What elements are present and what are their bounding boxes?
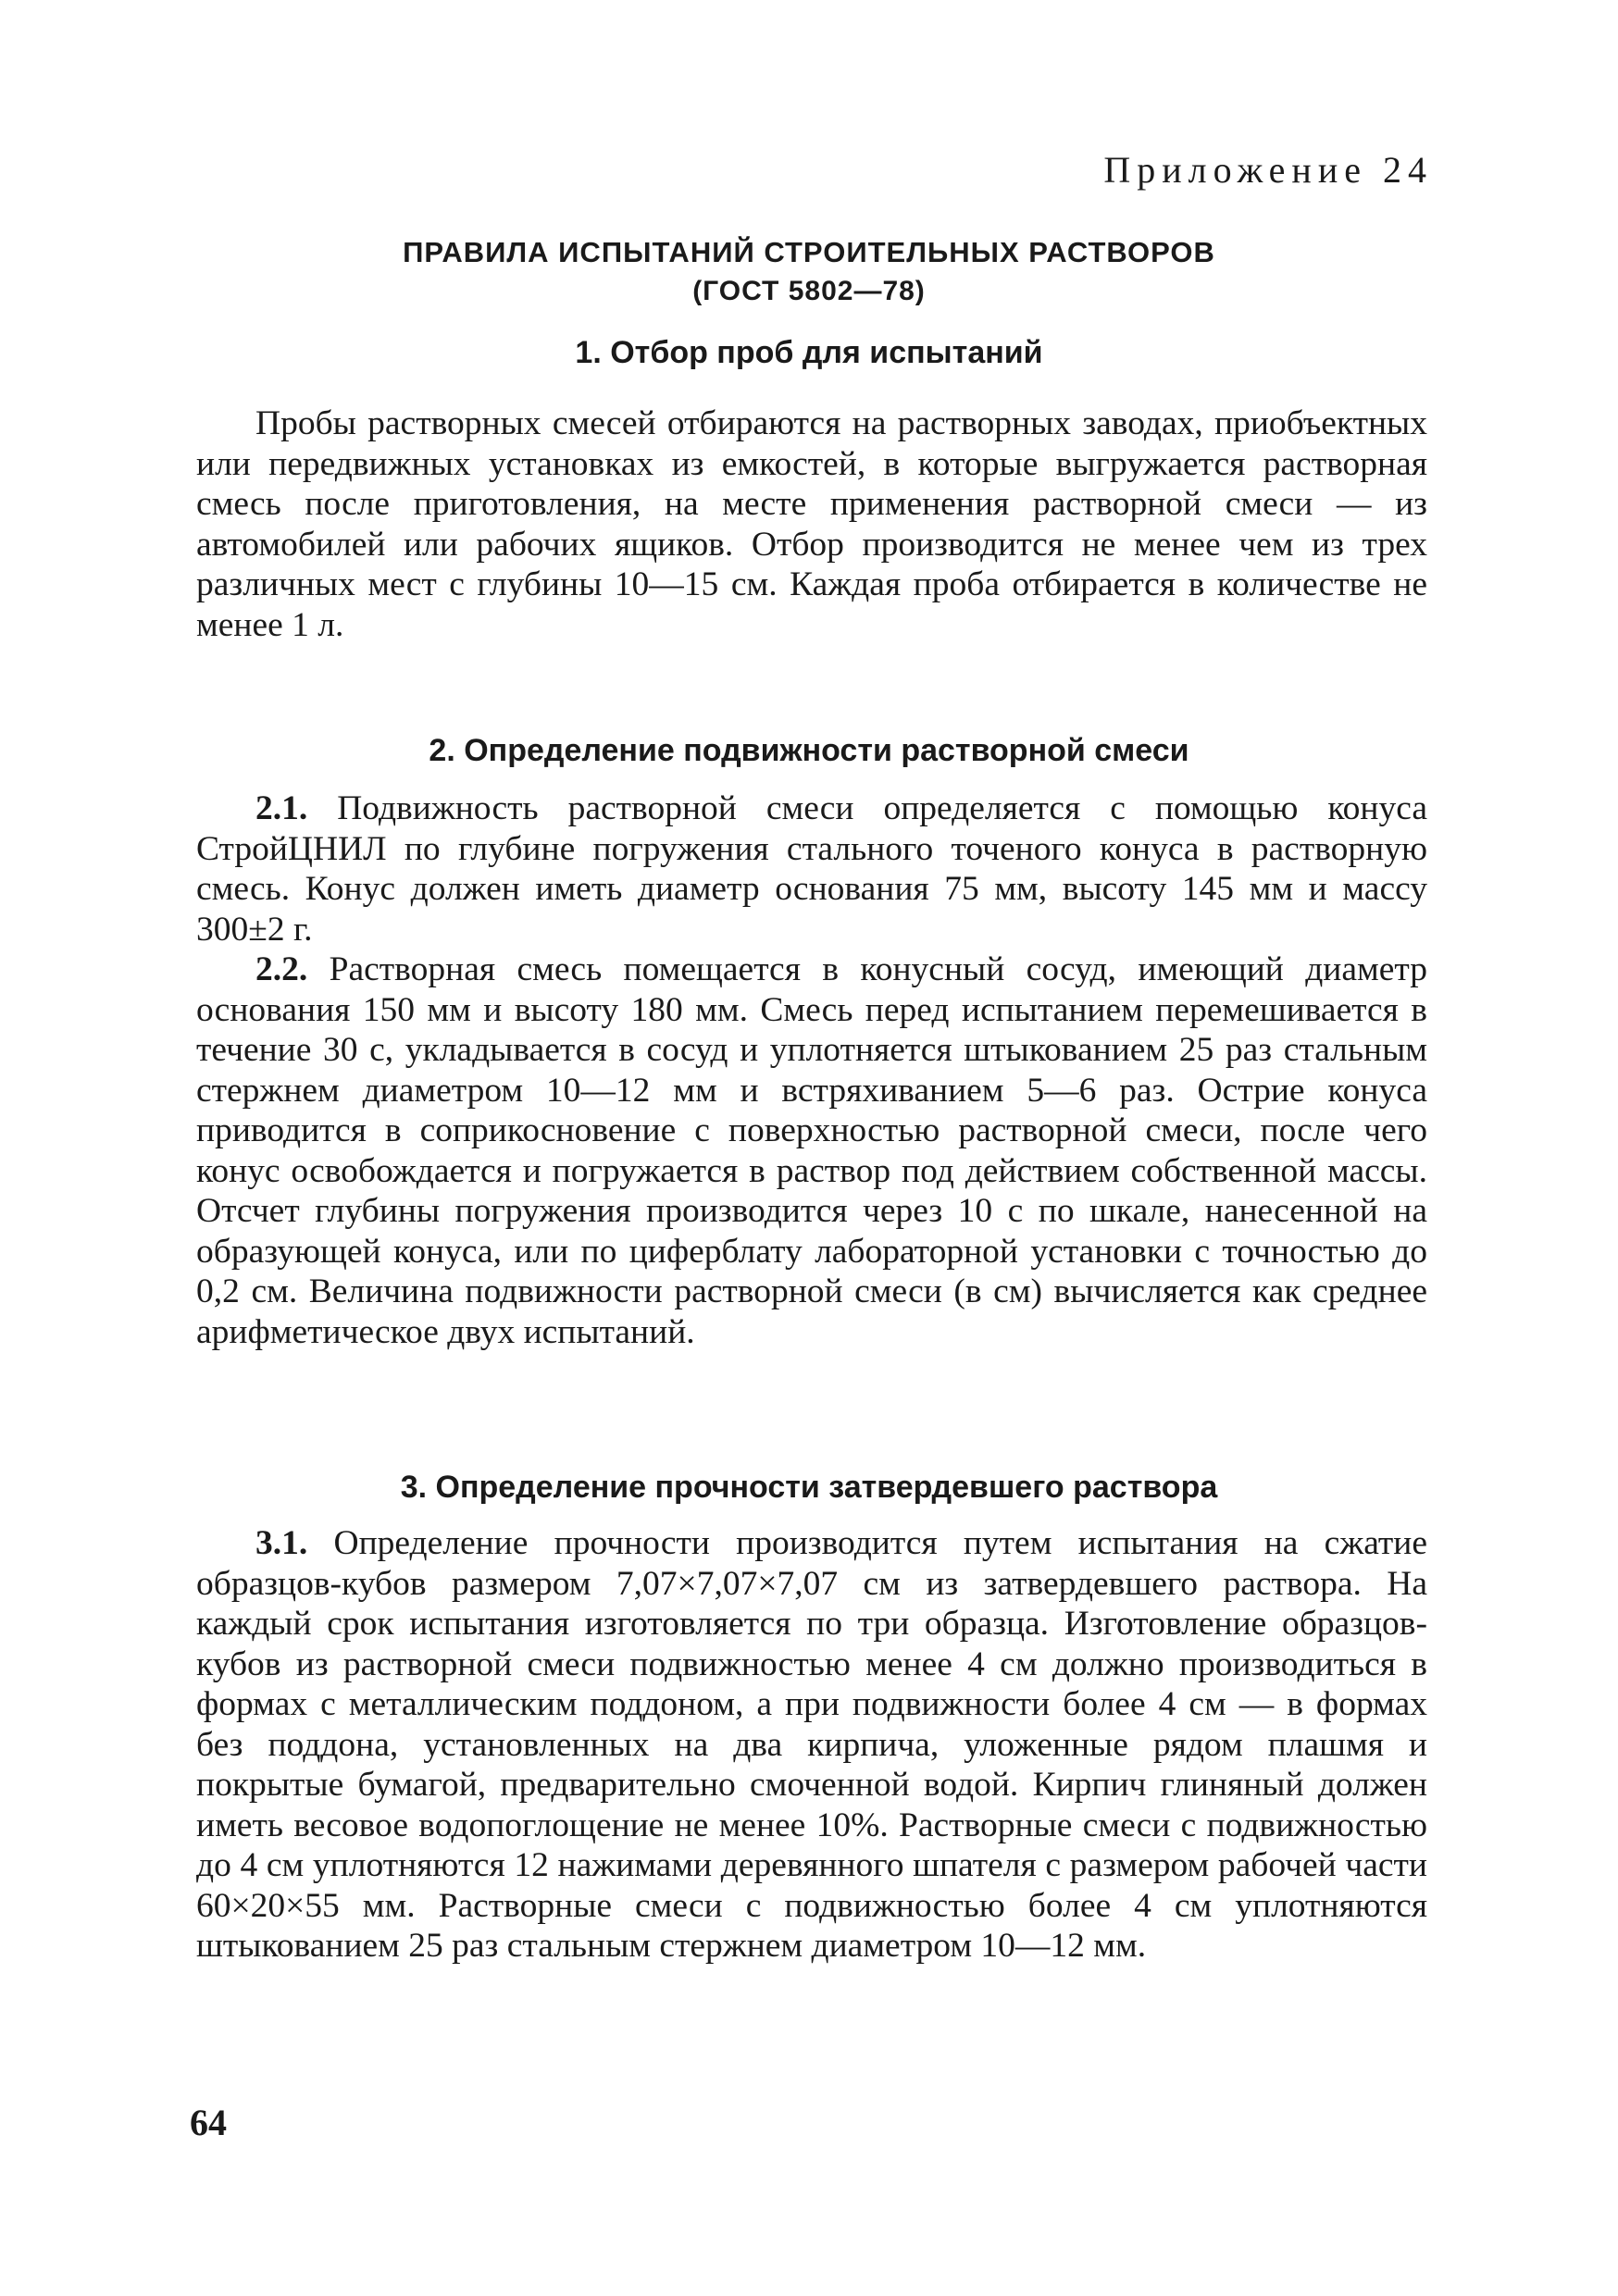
section-2-heading: 2. Определение подвижности растворной смеси (429, 733, 1189, 768)
paragraph-text: Определение прочности производится путем испытания на сжатие образцов-кубов размером 7,07×7,07×7,07 см из затвердевшего раствора. На каждый срок испытания изготовляется по три образца. Изготовление образцов-кубов из растворной смеси подвижностью менее 4 см должно производиться в формах с металлическим поддоном, а при подвижности более 4 см — в формах без поддона, установленных на два кирпича, уложенные рядом плашмя и покрытые бумагой, предварительно смоченной водой. Кирпич глиняный должен иметь весовое водопоглощение не менее 10%. Растворные смеси с подвижностью до 4 см уплотняются 12 нажимами деревянного шпателя с размером рабочей части 60×20×55 мм. Растворные смеси с подвижностью более 4 см уплотняются штыкованием 25 раз стальным стержнем диаметром 10—12 мм. (196, 1524, 1428, 1965)
section-3-heading: 3. Определение прочности затвердевшего раствора (400, 1470, 1218, 1505)
paragraph-text: Пробы растворных смесей отбираются на растворных заводах, приобъектных или передвижных установках из емкостей, в которые выгружается растворная смесь после приготовления, на месте применения растворной смеси — из автомобилей или рабочих ящиков. Отбор производится не менее чем из трех различных мест с глубины 10—15 см. Каждая проба отбирается в количестве не менее 1 л. (196, 404, 1427, 644)
section-2-paragraph-2 (196, 949, 1427, 1352)
appendix-label: Приложение 24 (1103, 149, 1433, 191)
paragraph-text: Растворная смесь помещается в конусный сосуд, имеющий диаметр основания 150 мм и высоту 180 мм. Смесь перед испытанием перемешивается в течение 30 с, укладывается в сосуд и уплотняется штыкованием 25 раз стальным стержнем диаметром 10—12 мм и встряхиванием 5—6 раз. Острие конуса приводится в соприкосновение с поверхностью растворной смеси, после чего конус освобождается и погружается в раствор под действием собственной массы. Отсчет глубины погружения производится через 10 с по шкале, нанесенной на образующей конуса, или по циферблату лабораторной установки с точностью до 0,2 см. Величина подвижности растворной смеси (в см) вычисляется как среднее арифметическое двух испытаний. (196, 950, 1427, 1351)
section-1-heading: 1. Отбор проб для испытаний (575, 335, 1043, 370)
paragraph-text: Подвижность растворной смеси определяется с помощью конуса СтройЦНИЛ по глубине погружения стального точеного конуса в растворную смесь. Конус должен иметь диаметр основания 75 мм, высоту 145 мм и массу 300±2 г. (196, 789, 1427, 949)
section-1-paragraph-1 (196, 403, 1427, 645)
page-number: 64 (190, 2102, 227, 2143)
document-title: ПРАВИЛА ИСПЫТАНИЙ СТРОИТЕЛЬНЫХ РАСТВОРОВ (403, 236, 1215, 268)
paragraph-number: 2.2. (255, 950, 308, 988)
document-subtitle: (ГОСТ 5802—78) (692, 276, 926, 306)
section-3-paragraph-1 (196, 1523, 1427, 1967)
section-2-paragraph-1 (196, 788, 1427, 949)
paragraph-number: 2.1. (255, 789, 308, 827)
paragraph-number: 3.1. (255, 1524, 308, 1562)
